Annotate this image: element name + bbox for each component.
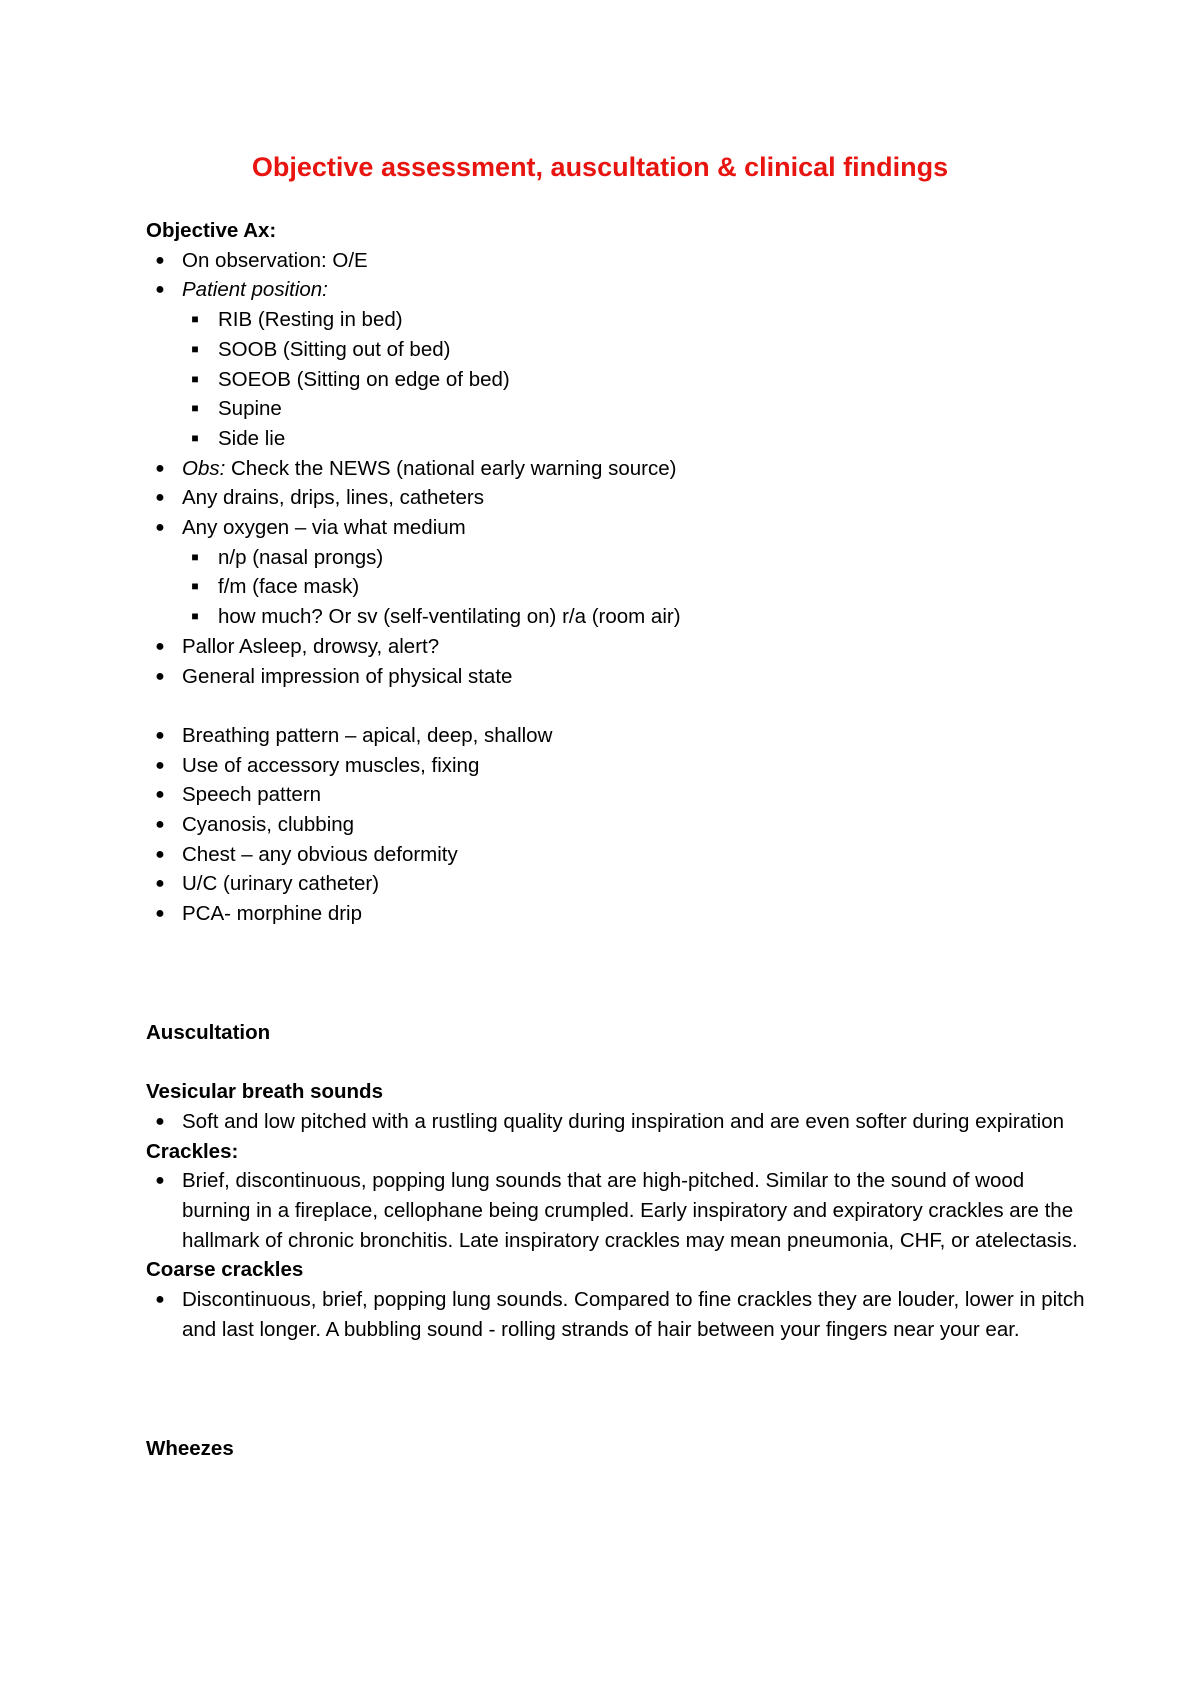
bullet-icon: ●: [155, 905, 165, 923]
list-item: ● Speech pattern: [146, 780, 1086, 810]
list-item: ● Any drains, drips, lines, catheters: [146, 483, 1086, 513]
square-bullet-icon: ■: [191, 579, 199, 594]
square-bullet-icon: ■: [191, 549, 199, 564]
list-item: ● Discontinuous, brief, popping lung sounds. Compared to fine crackles they are louder, lower in pitch and last longer. A bubbling sound - rolling strands of hair between your fingers near your ear.: [146, 1285, 1086, 1344]
spacer: [146, 1345, 1086, 1434]
square-bullet-icon: ■: [191, 401, 199, 416]
list-item: ● Obs: Check the NEWS (national early warning source): [146, 454, 1086, 484]
bullet-icon: ●: [155, 1291, 165, 1309]
list-item: ● Any oxygen – via what medium: [146, 513, 1086, 543]
list-item: ● General impression of physical state: [146, 662, 1086, 692]
sub-list-item: ■ Side lie: [146, 424, 1086, 454]
list-item: ● U/C (urinary catheter): [146, 869, 1086, 899]
sub-list-item: ■ Supine: [146, 394, 1086, 424]
wheezes-heading: Wheezes: [146, 1436, 234, 1460]
bullet-icon: ●: [155, 637, 165, 655]
square-bullet-icon: ■: [191, 341, 199, 356]
spacer: [146, 1048, 1086, 1078]
bullet-icon: ●: [155, 281, 165, 299]
vesicular-heading: Vesicular breath sounds: [146, 1080, 383, 1104]
list-item: ● PCA- morphine drip: [146, 899, 1086, 929]
list-item: ● On observation: O/E: [146, 246, 1086, 276]
bullet-icon: ●: [155, 726, 165, 744]
document-body: [146, 216, 1086, 1463]
page-title: Objective assessment, auscultation & clinical findings: [251, 152, 949, 182]
list-item: ● Use of accessory muscles, fixing: [146, 751, 1086, 781]
list-item: ● Pallor Asleep, drowsy, alert?: [146, 632, 1086, 662]
sub-list-item: ■ SOEOB (Sitting on edge of bed): [146, 365, 1086, 395]
bullet-icon: ●: [155, 875, 165, 893]
sub-list-item: ■ f/m (face mask): [146, 572, 1086, 602]
list-item: ● Patient position:: [146, 275, 1086, 305]
bullet-icon: ●: [155, 1112, 165, 1130]
sub-list-item: ■ SOOB (Sitting out of bed): [146, 335, 1086, 365]
crackles-heading: Crackles:: [146, 1139, 239, 1163]
sub-list-item: ■ how much? Or sv (self-ventilating on) r/a (room air): [146, 602, 1086, 632]
bullet-icon: ●: [155, 459, 165, 477]
square-bullet-icon: ■: [191, 371, 199, 386]
auscultation-heading: Auscultation: [146, 1020, 271, 1044]
spacer: [146, 929, 1086, 1018]
bullet-icon: ●: [155, 756, 165, 774]
bullet-icon: ●: [155, 816, 165, 834]
bullet-icon: ●: [155, 786, 165, 804]
spacer: [146, 691, 1086, 721]
list-item: ● Breathing pattern – apical, deep, shallow: [146, 721, 1086, 751]
bullet-icon: ●: [155, 489, 165, 507]
list-item: ● Soft and low pitched with a rustling quality during inspiration and are even softer during expiration: [146, 1107, 1086, 1137]
list-item: ● Chest – any obvious deformity: [146, 840, 1086, 870]
bullet-icon: ●: [155, 519, 165, 537]
list-item: ● Brief, discontinuous, popping lung sounds that are high-pitched. Similar to the sound of wood burning in a fireplace, cellophane being crumpled. Early inspiratory and expiratory crackles are the hallmark of chronic bronchitis. Late inspiratory crackles may mean pneumonia, CHF, or atelectasis.: [146, 1166, 1086, 1255]
list-item: ● Cyanosis, clubbing: [146, 810, 1086, 840]
square-bullet-icon: ■: [191, 430, 199, 445]
bullet-icon: ●: [155, 1172, 165, 1190]
square-bullet-icon: ■: [191, 312, 199, 327]
coarse-crackles-heading: Coarse crackles: [146, 1258, 304, 1282]
sub-list-item: ■ RIB (Resting in bed): [146, 305, 1086, 335]
square-bullet-icon: ■: [191, 609, 199, 624]
sub-list-item: ■ n/p (nasal prongs): [146, 543, 1086, 573]
bullet-icon: ●: [155, 667, 165, 685]
objective-heading: Objective Ax:: [146, 219, 277, 242]
bullet-icon: ●: [155, 845, 165, 863]
bullet-icon: ●: [155, 251, 165, 269]
